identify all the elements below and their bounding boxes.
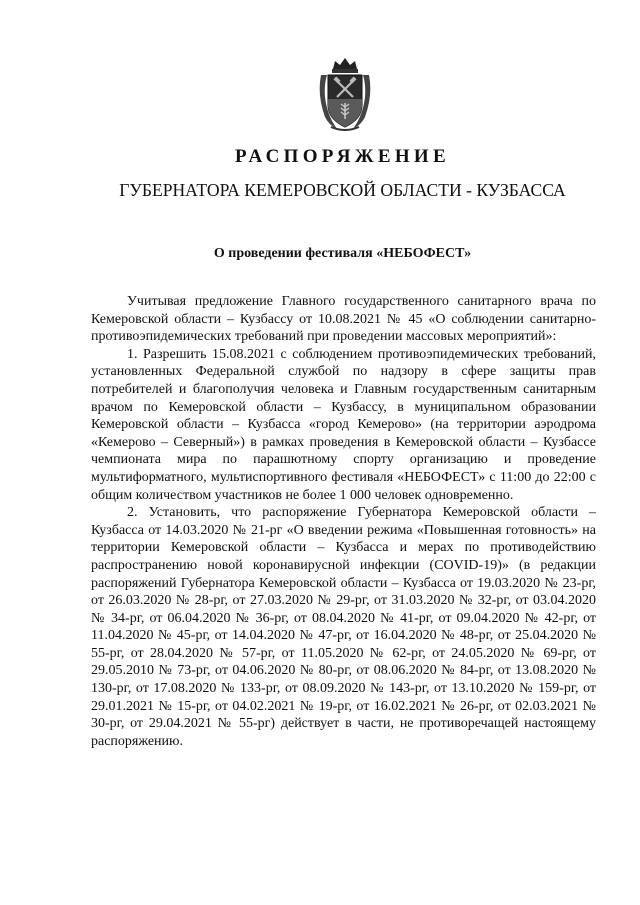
document-body <box>91 293 596 750</box>
issuer-heading: ГУБЕРНАТОРА КЕМЕРОВСКОЙ ОБЛАСТИ - КУЗБАССА <box>119 180 566 200</box>
preamble-paragraph: Учитывая предложение Главного государственного санитарного врача по Кемеровской области – Кузбассу от 10.08.2021 № 45 «О соблюдении санитарно-противоэпидемических требований при проведении массовых мероприятий»: <box>91 294 596 345</box>
paragraph-1: 1. Разрешить 15.08.2021 с соблюдением противоэпидемических требований, установленных Федеральной службой по надзору в сфере защиты прав потребителей и благополучия человека и Главным государственным санитарным врачом по Кемеровской области – Кузбассу, в муниципальном образовании Кемеровской области – Кузбасса «город Кемерово» (на территории аэродрома «Кемерово – Северный») в рамках проведения в Кемеровской области – Кузбассе чемпионата мира по парашютному спорту организацию и проведение мультиформатного, мультиспортивного фестиваля «НЕБОФЕСТ» с 11:00 до 22:00 с общим количеством участников не более 1 000 человек одновременно. <box>91 346 596 503</box>
kemerovo-region-coat-of-arms-icon <box>315 55 375 133</box>
paragraph-2: 2. Установить, что распоряжение Губернатора Кемеровской области – Кузбасса от 14.03.2020 № 21-рг «О введении режима «Повышенная готовность» на территории Кемеровской области – Кузбасса и мерах по противодействию распространению новой коронавирусной инфекции (COVID-19)» (в редакции распоряжений Губернатора Кемеровской области – Кузбасса от 19.03.2020 № 23-рг, от 26.03.2020 № 28-рг, от 27.03.2020 № 29-рг, от 31.03.2020 № 32-рг, от 03.04.2020 № 34-рг, от 06.04.2020 № 36-рг, от 08.04.2020 № 41-рг, от 09.04.2020 № 42-рг, от 11.04.2020 № 45-рг, от 14.04.2020 № 47-рг, от 16.04.2020 № 48-рг, от 25.04.2020 № 55-рг, от 28.04.2020 № 57-рг, от 11.05.2020 № 62-рг, от 24.05.2020 № 69-рг, от 29.05.2010 № 73-рг, от 04.06.2020 № 80-рг, от 08.06.2020 № 84-рг, от 13.08.2020 № 130-рг, от 17.08.2020 № 133-рг, от 08.09.2020 № 143-рг, от 13.10.2020 № 159-рг, от 29.01.2021 № 15-рг, от 04.02.2021 № 19-рг, от 16.02.2021 № 26-рг, от 02.03.2021 № 30-рг, от 29.04.2021 № 55-рг) действует в части, не противоречащей настоящему распоряжению. <box>91 505 596 749</box>
document-title: О проведении фестиваля «НЕБОФЕСТ» <box>213 246 472 261</box>
document-type-heading: РАСПОРЯЖЕНИЕ <box>235 146 450 167</box>
